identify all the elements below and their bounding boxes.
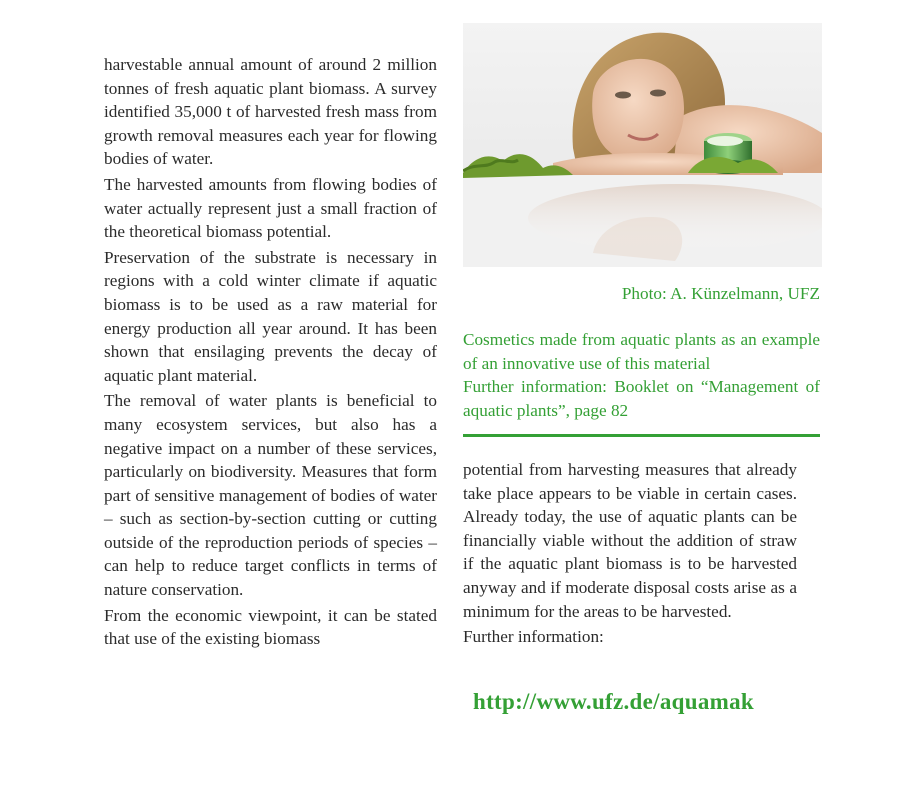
paragraph-biomass-amount: harvestable annual amount of around 2 million tonnes of fresh aquatic plant biomass. A survey identified 35,000 t of harvested fresh mass from growth removal measures each year for flowing bodies of water. [104, 55, 437, 169]
aquamak-link[interactable]: http://www.ufz.de/aquamak [473, 689, 754, 714]
paragraph-ecosystem: The removal of water plants is beneficial to many ecosystem services, but also has a negative impact on a number of these services, particularly on biodiversity. Measures that form part of sensitive management of bodies of water – such as section-by-section cutting or cutting outside of the reproduction periods of species – can help to reduce target conflicts in terms of nature conservation. [104, 391, 437, 600]
paragraph-economic-continued: potential from harvesting measures that already take place appears to be viable in certain cases. Already today, the use of aquatic plants can be financially viable without the addition of straw if the aquatic plant biomass is to be harvested anyway and if moderate disposal costs arise as a minimum for the areas to be harvested. [463, 460, 797, 621]
divider-rule [463, 434, 820, 437]
right-text-column [463, 458, 797, 651]
photo-credit: Photo: A. Künzelmann, UFZ [621, 284, 820, 303]
paragraph-flowing-water: The harvested amounts from flowing bodies of water actually represent just a small fraction of the theoretical biomass potential. [104, 174, 437, 242]
figure-caption [463, 328, 820, 422]
cosmetics-photo [463, 23, 822, 267]
caption-further-info: Further information: Booklet on “Management of aquatic plants”, page 82 [463, 377, 820, 420]
caption-description: Cosmetics made from aquatic plants as an example of an innovative use of this material [463, 330, 820, 373]
left-text-column [104, 53, 437, 653]
paragraph-economic: From the economic viewpoint, it can be stated that use of the existing biomass [104, 605, 437, 649]
paragraph-preservation: Preservation of the substrate is necessary in regions with a cold winter climate if aquatic biomass is to be used as a raw material for energy production all year around. It has been shown that ensilaging prevents the decay of aquatic plant material. [104, 247, 437, 385]
further-info-label: Further information: [463, 627, 604, 647]
